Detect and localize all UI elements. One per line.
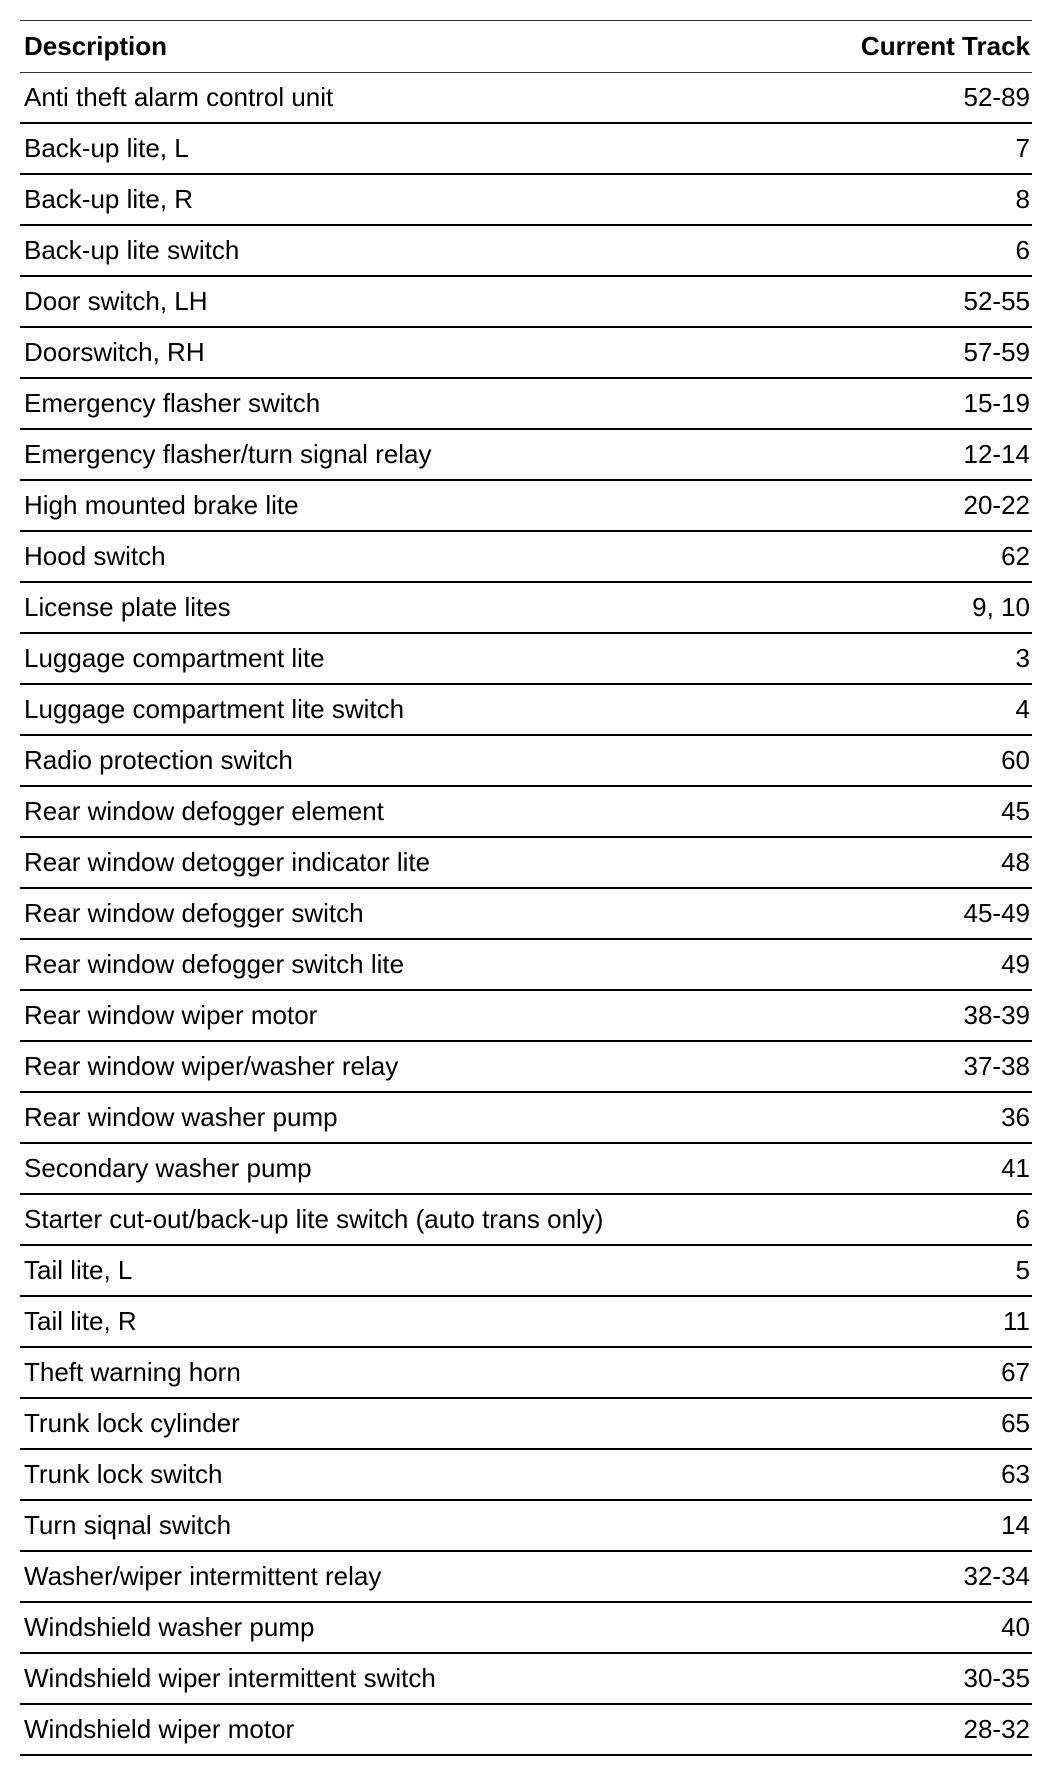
- table-row: [20, 1704, 1032, 1755]
- table-row: [20, 888, 1032, 939]
- component-table-container: [20, 20, 1032, 1756]
- row-current-track: 20-22: [963, 490, 1030, 520]
- row-description: Rear window wiper motor: [24, 1000, 318, 1030]
- row-current-track: 60: [1001, 745, 1030, 775]
- row-description: Secondary washer pump: [24, 1153, 312, 1183]
- row-current-track: 57-59: [963, 337, 1030, 367]
- table-row: [20, 735, 1032, 786]
- row-current-track: 38-39: [963, 1000, 1030, 1030]
- row-current-track: 48: [1001, 847, 1030, 877]
- row-description: Rear window detogger indicator lite: [24, 847, 431, 877]
- row-description: Anti theft alarm control unit: [24, 82, 334, 112]
- table-row: [20, 480, 1032, 531]
- row-current-track: 5: [1015, 1255, 1030, 1285]
- row-description: License plate lites: [24, 592, 231, 622]
- table-row: [20, 1500, 1032, 1551]
- table-row: [20, 1041, 1032, 1092]
- table-row: [20, 73, 1032, 124]
- row-current-track: 41: [1001, 1153, 1030, 1183]
- row-current-track: 14: [1001, 1510, 1030, 1540]
- table-body: [20, 73, 1032, 1756]
- row-current-track: 52-55: [963, 286, 1030, 316]
- row-description: Windshield wiper intermittent switch: [24, 1663, 436, 1693]
- row-description: Door switch, LH: [24, 286, 208, 316]
- table-row: [20, 378, 1032, 429]
- row-current-track: 9, 10: [972, 592, 1030, 622]
- row-description: Emergency flasher switch: [24, 388, 321, 418]
- table-row: [20, 1194, 1032, 1245]
- row-current-track: 6: [1015, 235, 1030, 265]
- row-description: Windshield washer pump: [24, 1612, 315, 1642]
- table-row: [20, 1653, 1032, 1704]
- row-description: Rear window defogger switch: [24, 898, 364, 928]
- row-current-track: 45: [1001, 796, 1030, 826]
- row-current-track: 52-89: [963, 82, 1030, 112]
- table-header: [20, 21, 1032, 73]
- table-row: [20, 786, 1032, 837]
- row-description: Rear window washer pump: [24, 1102, 338, 1132]
- table-row: [20, 837, 1032, 888]
- row-current-track: 63: [1001, 1459, 1030, 1489]
- table-row: [20, 327, 1032, 378]
- table-row: [20, 1398, 1032, 1449]
- table-row: [20, 1347, 1032, 1398]
- table-row: [20, 225, 1032, 276]
- row-description: Emergency flasher/turn signal relay: [24, 439, 432, 469]
- table-row: [20, 1245, 1032, 1296]
- row-current-track: 4: [1015, 694, 1030, 724]
- row-current-track: 65: [1001, 1408, 1030, 1438]
- row-description: Starter cut-out/back-up lite switch (auto trans only): [24, 1204, 604, 1234]
- row-current-track: 62: [1001, 541, 1030, 571]
- row-description: Turn siqnal switch: [24, 1510, 232, 1540]
- table-row: [20, 1296, 1032, 1347]
- row-current-track: 40: [1001, 1612, 1030, 1642]
- table-row: [20, 990, 1032, 1041]
- row-description: Rear window defogger element: [24, 796, 384, 826]
- table-row: [20, 1602, 1032, 1653]
- row-current-track: 28-32: [963, 1714, 1030, 1744]
- table-row: [20, 174, 1032, 225]
- row-current-track: 49: [1001, 949, 1030, 979]
- header-description: Description: [24, 31, 168, 61]
- row-description: Tail lite, R: [24, 1306, 137, 1336]
- row-description: Doorswitch, RH: [24, 337, 205, 367]
- row-description: Back-up lite, R: [24, 184, 194, 214]
- row-description: Back-up lite, L: [24, 133, 189, 163]
- row-description: Radio protection switch: [24, 745, 293, 775]
- row-description: Washer/wiper intermittent relay: [24, 1561, 382, 1591]
- row-description: Hood switch: [24, 541, 166, 571]
- table-row: [20, 1551, 1032, 1602]
- row-description: High mounted brake lite: [24, 490, 299, 520]
- row-current-track: 32-34: [963, 1561, 1030, 1591]
- row-current-track: 36: [1001, 1102, 1030, 1132]
- row-current-track: 30-35: [963, 1663, 1030, 1693]
- row-current-track: 11: [1003, 1306, 1030, 1336]
- row-current-track: 7: [1015, 133, 1030, 163]
- row-description: Trunk lock switch: [24, 1459, 223, 1489]
- table-row: [20, 1092, 1032, 1143]
- row-current-track: 8: [1015, 184, 1030, 214]
- header-row: [20, 21, 1032, 73]
- table-row: [20, 276, 1032, 327]
- table-row: [20, 429, 1032, 480]
- row-description: Windshield wiper motor: [24, 1714, 295, 1744]
- row-current-track: 12-14: [963, 439, 1030, 469]
- table-row: [20, 1449, 1032, 1500]
- row-description: Theft warning horn: [24, 1357, 241, 1387]
- table-row: [20, 939, 1032, 990]
- row-description: Luggage compartment lite: [24, 643, 325, 673]
- row-current-track: 37-38: [963, 1051, 1030, 1081]
- row-description: Tail lite, L: [24, 1255, 133, 1285]
- header-current-track: Current Track: [860, 31, 1030, 61]
- row-description: Rear window defogger switch lite: [24, 949, 405, 979]
- row-current-track: 45-49: [963, 898, 1030, 928]
- table-row: [20, 1143, 1032, 1194]
- row-current-track: 3: [1015, 643, 1030, 673]
- table-row: [20, 633, 1032, 684]
- table-row: [20, 582, 1032, 633]
- row-description: Rear window wiper/washer relay: [24, 1051, 399, 1081]
- table-row: [20, 531, 1032, 582]
- component-location-table: [20, 20, 1032, 1756]
- row-description: Luggage compartment lite switch: [24, 694, 405, 724]
- row-current-track: 67: [1001, 1357, 1030, 1387]
- table-row: [20, 684, 1032, 735]
- table-row: [20, 123, 1032, 174]
- row-current-track: 15-19: [963, 388, 1030, 418]
- row-description: Trunk lock cylinder: [24, 1408, 240, 1438]
- row-description: Back-up lite switch: [24, 235, 240, 265]
- row-current-track: 6: [1015, 1204, 1030, 1234]
